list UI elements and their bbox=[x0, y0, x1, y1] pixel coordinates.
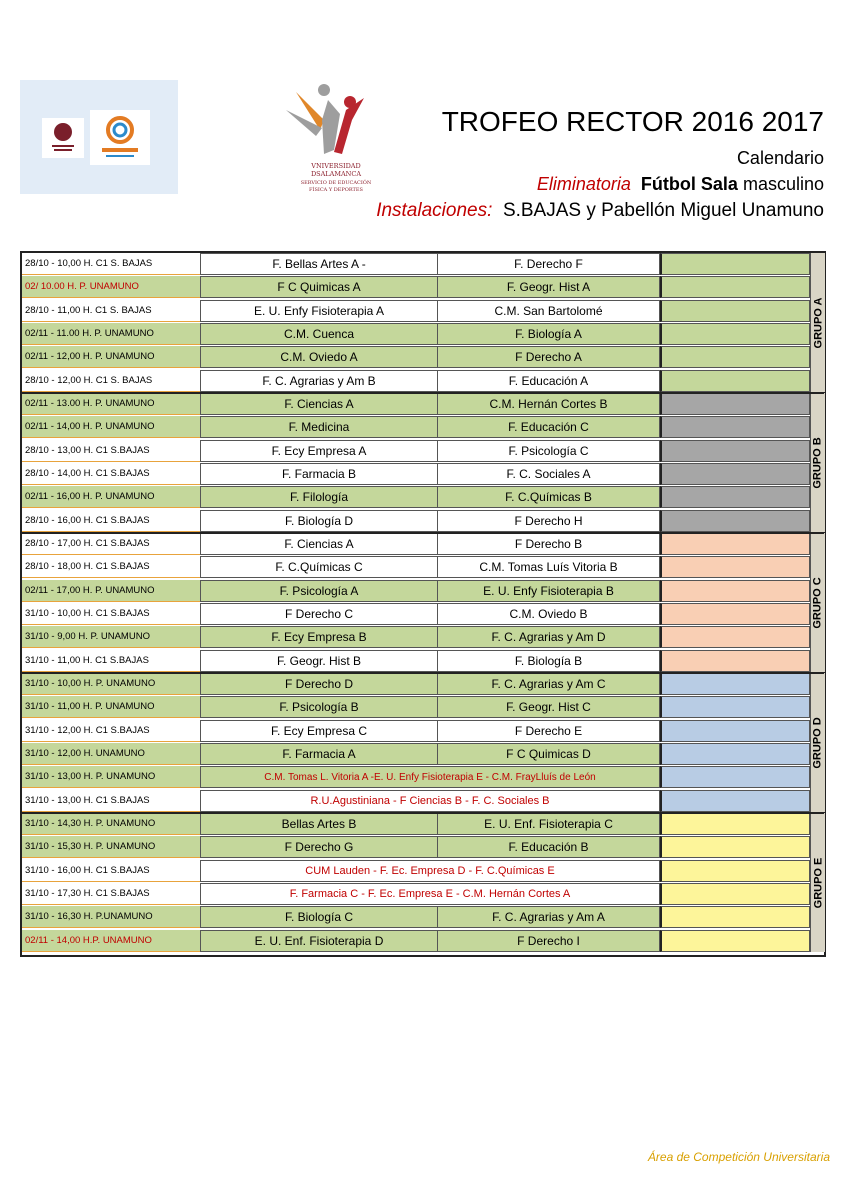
away-team: F. Geogr. Hist A bbox=[438, 276, 660, 298]
group-name: GRUPO B bbox=[812, 436, 824, 489]
home-team: Bellas Artes B bbox=[200, 813, 438, 835]
match-row bbox=[22, 370, 824, 393]
sport-label: Fútbol Sala bbox=[640, 174, 738, 194]
match-time: 28/10 - 12,00 H. C1 S. BAJAS bbox=[22, 370, 200, 392]
match-row bbox=[22, 720, 824, 743]
category-label: masculino bbox=[742, 174, 824, 194]
match-row bbox=[22, 626, 824, 649]
home-team: E. U. Enfy Fisioterapia A bbox=[200, 300, 438, 322]
home-team: F. Ciencias A bbox=[200, 533, 438, 555]
match-row bbox=[22, 603, 824, 626]
match-row bbox=[22, 510, 824, 533]
result-cell bbox=[660, 486, 810, 508]
match-row bbox=[22, 533, 824, 556]
match-time: 31/10 - 10,00 H. P. UNAMUNO bbox=[22, 673, 200, 695]
match-row bbox=[22, 650, 824, 673]
match-time: 02/11 - 17,00 H. P. UNAMUNO bbox=[22, 580, 200, 602]
result-cell bbox=[660, 836, 810, 858]
group-name: GRUPO A bbox=[812, 297, 824, 348]
home-team: E. U. Enf. Fisioterapia D bbox=[200, 930, 438, 952]
match-time: 02/11 - 13.00 H. P. UNAMUNO bbox=[22, 393, 200, 415]
match-row bbox=[22, 346, 824, 369]
usal-logo-line-1: VNIVERSIDAD bbox=[311, 162, 361, 170]
home-team: F. Biología D bbox=[200, 510, 438, 532]
result-cell bbox=[660, 650, 810, 672]
group-separator bbox=[22, 532, 824, 534]
result-cell bbox=[660, 696, 810, 718]
match-teams: F. Farmacia C - F. Ec. Empresa E - C.M. Hernán Cortes A bbox=[200, 883, 660, 905]
title-block bbox=[376, 104, 824, 225]
away-team: F. C. Sociales A bbox=[438, 463, 660, 485]
result-cell bbox=[660, 720, 810, 742]
match-time: 28/10 - 17,00 H. C1 S.BAJAS bbox=[22, 533, 200, 555]
usal-sports-logo-icon bbox=[276, 80, 376, 198]
away-team: F. C. Agrarias y Am D bbox=[438, 626, 660, 648]
university-crest-icon bbox=[42, 118, 84, 158]
footer-text: Área de Competición Universitaria bbox=[647, 1150, 830, 1164]
group-separator bbox=[22, 672, 824, 674]
home-team: F. C.Químicas C bbox=[200, 556, 438, 578]
away-team: F. Biología B bbox=[438, 650, 660, 672]
group-label bbox=[810, 533, 825, 672]
away-team: F Derecho B bbox=[438, 533, 660, 555]
away-team: F. Biología A bbox=[438, 323, 660, 345]
match-time: 02/11 - 11.00 H. P. UNAMUNO bbox=[22, 323, 200, 345]
match-row bbox=[22, 300, 824, 323]
anniversary-logo-icon bbox=[90, 110, 150, 165]
usal-logo-line-4: FÍSICA Y DEPORTES bbox=[309, 187, 363, 193]
match-time: 31/10 - 9,00 H. P. UNAMUNO bbox=[22, 626, 200, 648]
result-cell bbox=[660, 510, 810, 532]
result-cell bbox=[660, 440, 810, 462]
result-cell bbox=[660, 790, 810, 812]
page-subtitle: Calendario bbox=[736, 148, 824, 168]
usal-logo-line-3: SERVICIO DE EDUCACIÓN bbox=[300, 180, 372, 186]
competition-line bbox=[376, 171, 824, 197]
group-separator bbox=[22, 812, 824, 814]
match-time: 31/10 - 11,00 H. P. UNAMUNO bbox=[22, 696, 200, 718]
result-cell bbox=[660, 813, 810, 835]
home-team: F. Bellas Artes A - bbox=[200, 253, 438, 275]
away-team: F. Geogr. Hist C bbox=[438, 696, 660, 718]
home-team: F. Ciencias A bbox=[200, 393, 438, 415]
result-cell bbox=[660, 580, 810, 602]
away-team: F. Educación B bbox=[438, 836, 660, 858]
result-cell bbox=[660, 463, 810, 485]
result-cell bbox=[660, 416, 810, 438]
group-name: GRUPO C bbox=[812, 576, 824, 629]
match-row bbox=[22, 276, 824, 299]
home-team: F. Farmacia A bbox=[200, 743, 438, 765]
match-row bbox=[22, 836, 824, 859]
stage-label: Eliminatoria bbox=[536, 174, 631, 194]
home-team: F. Biología C bbox=[200, 906, 438, 928]
away-team: F Derecho I bbox=[438, 930, 660, 952]
match-time: 31/10 - 10,00 H. C1 S.BAJAS bbox=[22, 603, 200, 625]
away-team: F. C.Químicas B bbox=[438, 486, 660, 508]
group-label bbox=[810, 813, 825, 952]
home-team: F C Quimicas A bbox=[200, 276, 438, 298]
match-row bbox=[22, 580, 824, 603]
home-team: F Derecho D bbox=[200, 673, 438, 695]
home-team: F. Psicología A bbox=[200, 580, 438, 602]
group-separator bbox=[22, 392, 824, 394]
result-cell bbox=[660, 556, 810, 578]
match-time: 31/10 - 13,00 H. C1 S.BAJAS bbox=[22, 790, 200, 812]
match-time: 31/10 - 16,30 H. P.UNAMUNO bbox=[22, 906, 200, 928]
away-team: F. C. Agrarias y Am C bbox=[438, 673, 660, 695]
result-cell bbox=[660, 370, 810, 392]
match-row bbox=[22, 440, 824, 463]
home-team: F. Ecy Empresa B bbox=[200, 626, 438, 648]
home-team: F. Filología bbox=[200, 486, 438, 508]
home-team: F. C. Agrarias y Am B bbox=[200, 370, 438, 392]
venues-line bbox=[376, 197, 824, 225]
group-label bbox=[810, 673, 825, 812]
result-cell bbox=[660, 930, 810, 952]
match-time: 31/10 - 12,00 H. C1 S.BAJAS bbox=[22, 720, 200, 742]
home-team: F. Ecy Empresa C bbox=[200, 720, 438, 742]
home-team: C.M. Cuenca bbox=[200, 323, 438, 345]
away-team: F Derecho H bbox=[438, 510, 660, 532]
match-row bbox=[22, 766, 824, 789]
home-team: F. Farmacia B bbox=[200, 463, 438, 485]
result-cell bbox=[660, 323, 810, 345]
away-team: F. Educación C bbox=[438, 416, 660, 438]
venues-label: Instalaciones: bbox=[376, 200, 493, 221]
result-cell bbox=[660, 743, 810, 765]
away-team: F. Educación A bbox=[438, 370, 660, 392]
away-team: F Derecho E bbox=[438, 720, 660, 742]
result-cell bbox=[660, 673, 810, 695]
away-team: F. C. Agrarias y Am A bbox=[438, 906, 660, 928]
away-team: C.M. Oviedo B bbox=[438, 603, 660, 625]
match-row bbox=[22, 486, 824, 509]
home-team: F. Ecy Empresa A bbox=[200, 440, 438, 462]
home-team: F. Geogr. Hist B bbox=[200, 650, 438, 672]
match-time: 31/10 - 14,30 H. P. UNAMUNO bbox=[22, 813, 200, 835]
match-row bbox=[22, 930, 824, 953]
match-row bbox=[22, 813, 824, 836]
match-time: 28/10 - 16,00 H. C1 S.BAJAS bbox=[22, 510, 200, 532]
result-cell bbox=[660, 860, 810, 882]
match-time: 31/10 - 11,00 H. C1 S.BAJAS bbox=[22, 650, 200, 672]
match-time: 28/10 - 18,00 H. C1 S.BAJAS bbox=[22, 556, 200, 578]
group-name: GRUPO D bbox=[812, 716, 824, 769]
match-row bbox=[22, 416, 824, 439]
result-cell bbox=[660, 276, 810, 298]
match-row bbox=[22, 253, 824, 276]
match-row bbox=[22, 463, 824, 486]
home-team: F Derecho G bbox=[200, 836, 438, 858]
match-time: 28/10 - 10,00 H. C1 S. BAJAS bbox=[22, 253, 200, 275]
group-label bbox=[810, 253, 825, 392]
page-title: TROFEO RECTOR 2016 2017 bbox=[441, 106, 824, 137]
match-time: 28/10 - 14,00 H. C1 S.BAJAS bbox=[22, 463, 200, 485]
match-row bbox=[22, 790, 824, 813]
match-row bbox=[22, 673, 824, 696]
schedule-table bbox=[20, 251, 826, 957]
match-row bbox=[22, 323, 824, 346]
match-time: 31/10 - 16,00 H. C1 S.BAJAS bbox=[22, 860, 200, 882]
sponsor-logos bbox=[20, 80, 178, 194]
match-teams: C.M. Tomas L. Vitoria A -E. U. Enfy Fisioterapia E - C.M. FrayLluís de León bbox=[200, 766, 660, 788]
away-team: C.M. Hernán Cortes B bbox=[438, 393, 660, 415]
match-time: 31/10 - 15,30 H. P. UNAMUNO bbox=[22, 836, 200, 858]
away-team: E. U. Enfy Fisioterapia B bbox=[438, 580, 660, 602]
match-row bbox=[22, 556, 824, 579]
away-team: C.M. Tomas Luís Vitoria B bbox=[438, 556, 660, 578]
match-time: 02/ 10.00 H. P. UNAMUNO bbox=[22, 276, 200, 298]
result-cell bbox=[660, 883, 810, 905]
match-time: 02/11 - 14,00 H.P. UNAMUNO bbox=[22, 930, 200, 952]
match-time: 31/10 - 17,30 H. C1 S.BAJAS bbox=[22, 883, 200, 905]
away-team: E. U. Enf. Fisioterapia C bbox=[438, 813, 660, 835]
match-teams: CUM Lauden - F. Ec. Empresa D - F. C.Químicas E bbox=[200, 860, 660, 882]
usal-logo-line-2: DSALAMANCA bbox=[310, 170, 362, 178]
home-team: F. Psicología B bbox=[200, 696, 438, 718]
match-time: 31/10 - 13,00 H. P. UNAMUNO bbox=[22, 766, 200, 788]
match-row bbox=[22, 883, 824, 906]
match-time: 02/11 - 14,00 H. P. UNAMUNO bbox=[22, 416, 200, 438]
match-row bbox=[22, 906, 824, 929]
match-row bbox=[22, 743, 824, 766]
result-cell bbox=[660, 766, 810, 788]
result-cell bbox=[660, 300, 810, 322]
away-team: C.M. San Bartolomé bbox=[438, 300, 660, 322]
away-team: F. Derecho F bbox=[438, 253, 660, 275]
group-label bbox=[810, 393, 825, 532]
away-team: F Derecho A bbox=[438, 346, 660, 368]
result-cell bbox=[660, 906, 810, 928]
result-cell bbox=[660, 393, 810, 415]
match-row bbox=[22, 393, 824, 416]
venues-value: S.BAJAS y Pabellón Miguel Unamuno bbox=[502, 200, 824, 221]
match-teams: R.U.Agustiniana - F Ciencias B - F. C. Sociales B bbox=[200, 790, 660, 812]
match-time: 31/10 - 12,00 H. UNAMUNO bbox=[22, 743, 200, 765]
result-cell bbox=[660, 346, 810, 368]
result-cell bbox=[660, 626, 810, 648]
match-time: 02/11 - 12,00 H. P. UNAMUNO bbox=[22, 346, 200, 368]
result-cell bbox=[660, 533, 810, 555]
away-team: F C Quimicas D bbox=[438, 743, 660, 765]
home-team: F. Medicina bbox=[200, 416, 438, 438]
match-time: 28/10 - 11,00 H. C1 S. BAJAS bbox=[22, 300, 200, 322]
home-team: F Derecho C bbox=[200, 603, 438, 625]
away-team: F. Psicología C bbox=[438, 440, 660, 462]
match-row bbox=[22, 696, 824, 719]
match-row bbox=[22, 860, 824, 883]
group-name: GRUPO E bbox=[812, 857, 825, 908]
result-cell bbox=[660, 603, 810, 625]
home-team: C.M. Oviedo A bbox=[200, 346, 438, 368]
match-time: 28/10 - 13,00 H. C1 S.BAJAS bbox=[22, 440, 200, 462]
match-time: 02/11 - 16,00 H. P. UNAMUNO bbox=[22, 486, 200, 508]
result-cell bbox=[660, 253, 810, 275]
